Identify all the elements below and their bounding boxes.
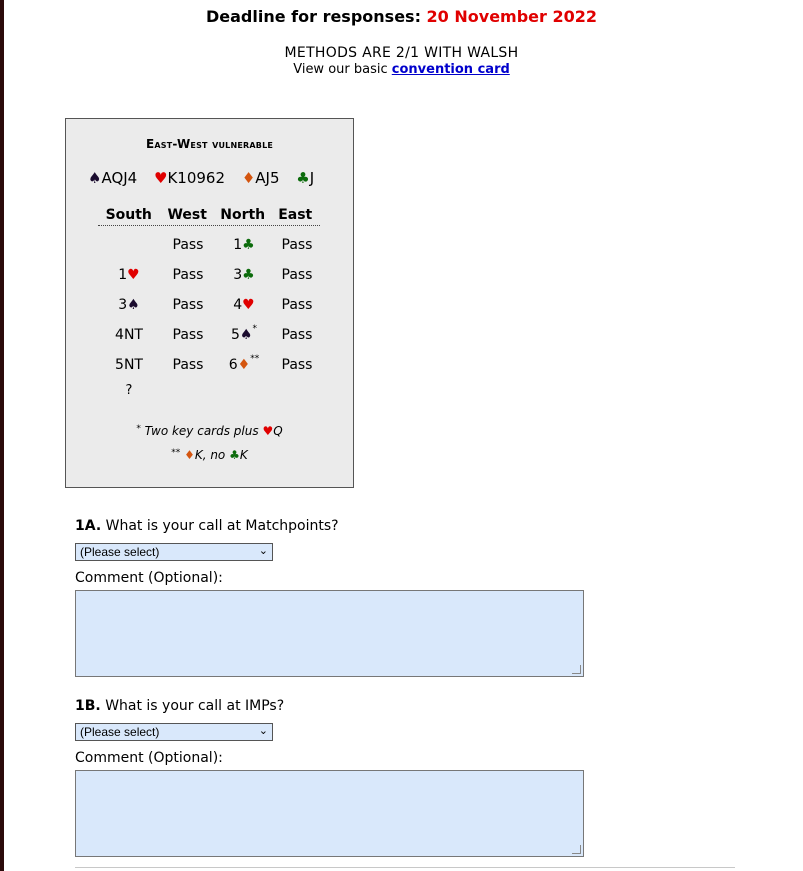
bid-north: 1♣ bbox=[233, 237, 255, 253]
comment-label: Comment (Optional): bbox=[75, 750, 223, 766]
bid-west: Pass bbox=[172, 267, 204, 283]
diamonds-holding: AJ5 bbox=[255, 169, 280, 187]
heart-icon: ♥ bbox=[262, 424, 274, 438]
hand-hearts bbox=[154, 169, 225, 187]
comment-label: Comment (Optional): bbox=[75, 570, 223, 586]
hand-spades bbox=[88, 169, 137, 187]
footnote-marker: * bbox=[252, 324, 257, 334]
deadline-date: 20 November 2022 bbox=[426, 7, 598, 26]
bid-west: Pass bbox=[172, 237, 204, 253]
spades-holding: AQJ4 bbox=[101, 169, 138, 187]
bid-east: Pass bbox=[281, 237, 313, 253]
chevron-down-icon: ⌄ bbox=[258, 545, 268, 557]
problem-box bbox=[65, 118, 354, 488]
hearts-holding: K10962 bbox=[167, 169, 226, 187]
footnote-2-suffix: K bbox=[239, 448, 248, 462]
diamond-icon: ♦ bbox=[184, 448, 195, 462]
club-icon: ♣ bbox=[242, 267, 255, 283]
question-1a bbox=[75, 518, 339, 534]
spade-icon: ♠ bbox=[127, 297, 140, 313]
heart-icon: ♥ bbox=[242, 297, 255, 313]
methods-text: METHODS ARE 2/1 WITH WALSH bbox=[284, 45, 519, 61]
question-1b-number: 1B. bbox=[75, 698, 101, 714]
resize-grip-icon[interactable] bbox=[572, 845, 581, 854]
bid-north: 3♣ bbox=[233, 267, 255, 283]
view-prefix: View our basic bbox=[293, 62, 388, 77]
bid-west: Pass bbox=[172, 357, 204, 373]
bid-east: Pass bbox=[281, 327, 313, 343]
comment-textarea-matchpoints[interactable] bbox=[75, 590, 584, 677]
auction-row bbox=[98, 376, 322, 406]
bid-south: 5NT bbox=[115, 357, 143, 373]
left-border bbox=[0, 0, 4, 871]
footnote-1-suffix: Q bbox=[273, 424, 283, 438]
auction-table bbox=[98, 207, 322, 406]
spade-icon: ♠ bbox=[88, 169, 102, 187]
footnote-2-mid: K, no bbox=[194, 448, 226, 462]
bid-south: 3♠ bbox=[118, 297, 140, 313]
auction-header bbox=[98, 207, 320, 226]
select-value: (Please select) bbox=[80, 545, 160, 559]
header-west: West bbox=[167, 207, 207, 223]
header-south: South bbox=[105, 207, 152, 223]
select-value: (Please select) bbox=[80, 725, 160, 739]
chevron-down-icon: ⌄ bbox=[258, 725, 268, 737]
header-east: East bbox=[278, 207, 313, 223]
footnote-1 bbox=[66, 424, 353, 438]
convention-card-link[interactable]: convention card bbox=[391, 62, 510, 77]
deadline-label: Deadline for responses: bbox=[205, 7, 421, 26]
spade-icon: ♠ bbox=[239, 327, 253, 343]
bid-north: 6♦** bbox=[228, 354, 260, 373]
clubs-holding: J bbox=[309, 169, 315, 187]
club-icon: ♣ bbox=[242, 237, 255, 253]
bid-west: Pass bbox=[172, 327, 204, 343]
header-north: North bbox=[220, 207, 266, 223]
footnote-2-mark: ** bbox=[171, 448, 181, 458]
deadline bbox=[0, 7, 803, 26]
bid-south bbox=[98, 230, 160, 260]
question-1a-text: What is your call at Matchpoints? bbox=[105, 518, 339, 534]
bid-east: Pass bbox=[281, 267, 313, 283]
footnote-marker: ** bbox=[250, 354, 260, 364]
bid-east: Pass bbox=[281, 357, 313, 373]
convention-line bbox=[0, 62, 803, 77]
heart-icon: ♥ bbox=[127, 267, 140, 283]
divider bbox=[75, 867, 735, 868]
diamond-icon: ♦ bbox=[237, 357, 251, 373]
bid-east: Pass bbox=[281, 297, 313, 313]
call-select-imps[interactable] bbox=[75, 723, 273, 741]
auction-row bbox=[98, 290, 322, 320]
question-1a-number: 1A. bbox=[75, 518, 102, 534]
diamond-icon: ♦ bbox=[241, 169, 256, 187]
question-1b bbox=[75, 698, 284, 714]
bid-south-question: ? bbox=[125, 383, 133, 398]
heart-icon: ♥ bbox=[154, 169, 168, 187]
call-select-matchpoints[interactable] bbox=[75, 543, 273, 561]
auction-row bbox=[98, 230, 322, 260]
bid-north: 4♥ bbox=[233, 297, 255, 313]
club-icon: ♣ bbox=[296, 169, 310, 187]
hand-diamonds bbox=[242, 169, 280, 187]
auction-row bbox=[98, 260, 322, 290]
footnote-1-text: Two key cards plus bbox=[144, 424, 259, 438]
hand-clubs bbox=[296, 169, 314, 187]
bid-west: Pass bbox=[172, 297, 204, 313]
club-icon: ♣ bbox=[229, 448, 240, 462]
comment-textarea-imps[interactable] bbox=[75, 770, 584, 857]
bid-north: 5♠* bbox=[231, 324, 257, 343]
question-1b-text: What is your call at IMPs? bbox=[105, 698, 285, 714]
auction-row bbox=[98, 320, 322, 350]
resize-grip-icon[interactable] bbox=[572, 665, 581, 674]
hand bbox=[88, 169, 326, 187]
vulnerability: East-West vulnerable bbox=[145, 137, 274, 151]
bid-south: 1♥ bbox=[118, 267, 140, 283]
footnote-1-mark: * bbox=[136, 424, 141, 434]
bid-south: 4NT bbox=[115, 327, 143, 343]
footnote-2 bbox=[66, 448, 353, 462]
